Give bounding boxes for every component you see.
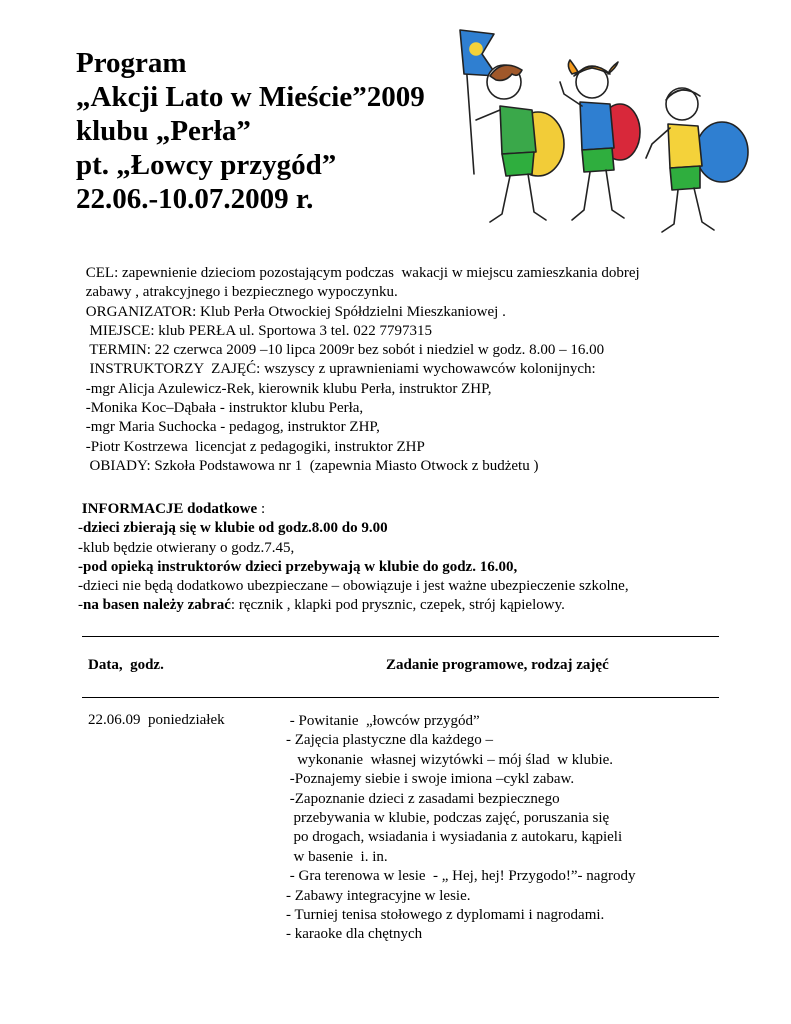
table-row-tasks bbox=[286, 712, 635, 945]
dash: - bbox=[78, 520, 83, 537]
table-header-task: Zadanie programowe, rodzaj zajęć bbox=[386, 657, 609, 673]
task-item: -Poznajemy siebie i swoje imiona –cykl zabaw. bbox=[286, 771, 575, 788]
info-line: -mgr Alicja Azulewicz-Rek, kierownik klubu Perła, instruktor ZHP, bbox=[82, 380, 492, 397]
extra-line-bold: dzieci zbierają się w klubie od godz.8.00 do 9.00 bbox=[83, 520, 388, 537]
task-item: - Gra terenowa w lesie - „ Hej, hej! Przygodo!”- nagrody bbox=[286, 868, 636, 885]
info-line: MIEJSCE: klub PERŁA ul. Sportowa 3 tel. 022 7797315 bbox=[82, 322, 433, 339]
table-header-date: Data, godz. bbox=[88, 657, 164, 673]
extra-line-rest: : ręcznik , klapki pod prysznic, czepek, strój kąpielowy. bbox=[230, 597, 565, 614]
task-item: - Turniej tenisa stołowego z dyplomami i nagrodami. bbox=[286, 907, 605, 924]
title-line: „Akcji Lato w Mieście”2009 bbox=[76, 81, 425, 113]
task-item: - Zabawy integracyjne w lesie. bbox=[286, 887, 471, 904]
info-line: OBIADY: Szkoła Podstawowa nr 1 (zapewnia Miasto Otwock z budżetu ) bbox=[82, 457, 539, 474]
task-item: - karaoke dla chętnych bbox=[286, 926, 423, 943]
task-item: wykonanie własnej wizytówki – mój ślad w klubie. bbox=[286, 751, 614, 768]
title-line: 22.06.-10.07.2009 r. bbox=[76, 183, 314, 215]
task-item: przebywania w klubie, podczas zajęć, poruszania się bbox=[286, 810, 610, 827]
info-line: -Piotr Kostrzewa licencjat z pedagogiki, instruktor ZHP bbox=[82, 438, 425, 455]
info-line: -mgr Maria Suchocka - pedagog, instruktor ZHP, bbox=[82, 419, 380, 436]
children-hiking-with-flag-icon bbox=[442, 24, 760, 238]
info-line: TERMIN: 22 czerwca 2009 –10 lipca 2009r bez sobót i niedziel w godz. 8.00 – 16.00 bbox=[82, 342, 605, 359]
task-item: w basenie i. in. bbox=[286, 848, 388, 865]
task-item: po drogach, wsiadania i wysiadania z autokaru, kąpieli bbox=[286, 829, 623, 846]
extra-line: -pod opieką instruktorów dzieci przebywają w klubie do godz. 16.00, bbox=[78, 558, 518, 575]
dash: - bbox=[78, 597, 83, 614]
extra-line: -dzieci nie będą dodatkowo ubezpieczane – obowiązuje i jest ważne ubezpieczenie szkolne, bbox=[78, 578, 629, 595]
info-line: zabawy , atrakcyjnego i bezpiecznego wypoczynku. bbox=[82, 284, 398, 301]
info-line: -Monika Koc–Dąbała - instruktor klubu Perła, bbox=[82, 400, 364, 417]
task-item: - Zajęcia plastyczne dla każdego – bbox=[286, 732, 493, 749]
extra-line: -klub będzie otwierany o godz.7.45, bbox=[78, 539, 295, 556]
table-rule-top bbox=[82, 636, 719, 637]
title-line: Program bbox=[76, 47, 187, 79]
title-line: pt. „Łowcy przygód” bbox=[76, 149, 337, 181]
table-row-date: 22.06.09 poniedziałek bbox=[88, 712, 225, 728]
extra-info-section bbox=[78, 500, 629, 616]
extra-line bbox=[78, 596, 629, 615]
task-item: -Zapoznanie dzieci z zasadami bezpiecznego bbox=[286, 790, 560, 807]
info-line: ORGANIZATOR: Klub Perła Otwockiej Spółdzielni Mieszkaniowej . bbox=[82, 303, 506, 320]
page-title bbox=[76, 46, 456, 216]
task-item: - Powitanie „łowców przygód” bbox=[286, 713, 480, 729]
info-line: INSTRUKTORZY ZAJĘĆ: wszyscy z uprawnieniami wychowawców kolonijnych: bbox=[82, 361, 596, 378]
extra-line bbox=[78, 519, 629, 538]
extra-line-bold: na basen należy zabrać bbox=[83, 597, 231, 614]
info-line: CEL: zapewnienie dzieciom pozostającym podczas wakacji w miejscu zamieszkania dobrej bbox=[82, 265, 640, 281]
extra-heading bbox=[78, 500, 629, 519]
table-rule-header bbox=[82, 697, 719, 698]
title-line: klubu „Perła” bbox=[76, 115, 251, 147]
extra-heading-rest: : bbox=[257, 501, 266, 517]
extra-heading-bold: INFORMACJE dodatkowe bbox=[78, 501, 258, 517]
info-section bbox=[82, 264, 640, 476]
